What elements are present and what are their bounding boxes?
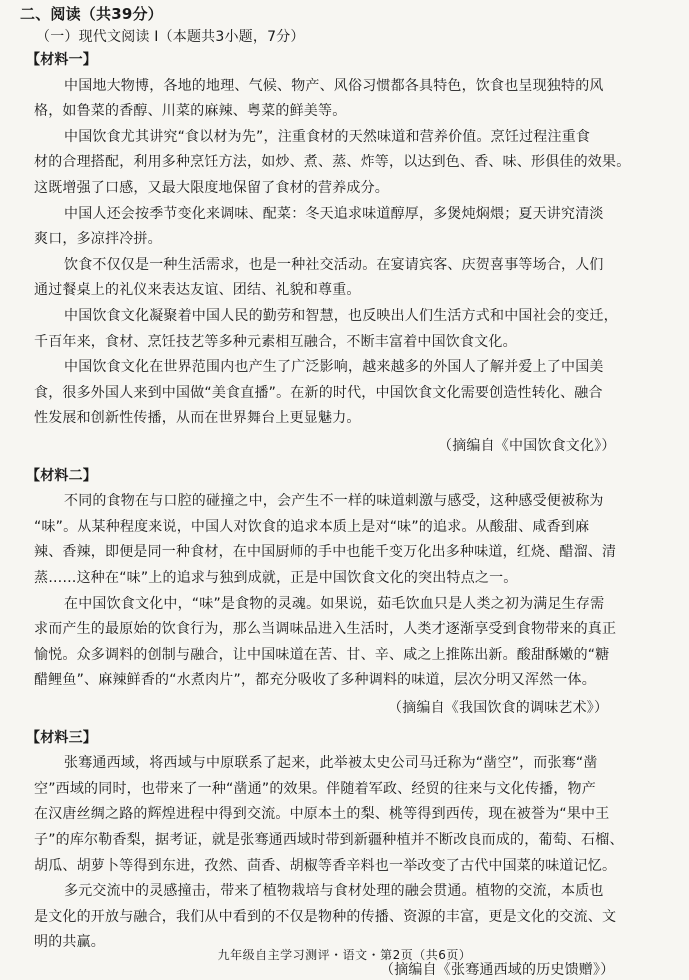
material-1-label: 【材料一】 bbox=[26, 52, 97, 68]
material-2-line: 愉悦。众多调料的创制与融合，让中国味道在苦、甘、辛、咸之上推陈出新。酸甜酥嫩的“糖 bbox=[34, 646, 610, 663]
material-3-line: 在汉唐丝绸之路的辉煌进程中得到交流。中原本土的梨、桃等得到西传，现在被誉为“果中王 bbox=[34, 806, 610, 823]
material-1-line: 饮食不仅仅是一种生活需求，也是一种社交活动。在宴请宾客、庆贺喜事等场合，人们 bbox=[64, 256, 604, 273]
material-3-line: 多元交流中的灵感撞击，带来了植物栽培与食材处理的融会贯通。植物的交流，本质也 bbox=[64, 883, 604, 900]
material-1-line: 千百年来，食材、烹饪技艺等多种元素相互融合，不断丰富着中国饮食文化。 bbox=[34, 333, 517, 350]
material-2-label: 【材料二】 bbox=[26, 467, 97, 484]
material-3-line: 子”的库尔勒香梨，据考证，就是张骞通西域时带到新疆种植并不断改良而成的，葡萄、石榴、 bbox=[34, 832, 624, 848]
subsection-heading: （一）现代文阅读 I（本题共3小题，7分） bbox=[36, 29, 305, 45]
page-footer: 九年级自主学习测评・语文・第2页（共6页） bbox=[217, 948, 472, 962]
material-3-line: 是文化的开放与融合，我们从中看到的不仅是物种的传播、资源的丰富，更是文化的交流、文 bbox=[34, 908, 617, 925]
material-1-line: 通过餐桌上的礼仪来表达友谊、团结、礼貌和尊重。 bbox=[34, 282, 361, 299]
material-2-line: 辣、香辣，即便是同一种食材，在中国厨师的手中也能千变万化出多种味道，红烧、醋溜、清 bbox=[34, 544, 617, 561]
material-3-line: 张骞通西域，将西域与中原联系了起来，此举被太史公司马迁称为“凿空”，而张骞“凿 bbox=[64, 755, 598, 772]
material-1-line: 中国地大物博，各地的地理、气候、物产、风俗习惯都各具特色，饮食也呈现独特的风 bbox=[64, 77, 604, 94]
material-2-line: 求而产生的最原始的饮食行为，那么当调味品进入生活时，人类才逐渐享受到食物带来的真正 bbox=[34, 621, 617, 638]
section-heading: 二、阅读（共39分） bbox=[20, 5, 163, 23]
material-2-line: 不同的食物在与口腔的碰撞之中，会产生不一样的味道刺激与感受，这种感受便被称为 bbox=[64, 493, 604, 510]
material-3-source: （摘编自《张骞通西域的历史馈赠》） bbox=[380, 962, 615, 978]
material-2-line: 在中国饮食文化中，“味”是食物的灵魂。如果说，茹毛饮血只是人类之初为满足生存需 bbox=[64, 595, 605, 612]
material-1-line: 格，如鲁菜的香醇、川菜的麻辣、粤菜的鲜美等。 bbox=[34, 103, 347, 120]
material-1-line: 中国饮食文化在世界范围内也产生了广泛影响，越来越多的外国人了解并爱上了中国美 bbox=[64, 359, 604, 376]
material-1-line: 食，很多外国人来到中国做“美食直播”。在新的时代，中国饮食文化需要创造性转化、融合 bbox=[34, 384, 603, 401]
material-2-line: 蒸……这种在“味”上的追求与独到成就，正是中国饮食文化的突出特点之一。 bbox=[34, 570, 518, 586]
material-1-line: 材的合理搭配，利用多种烹饪方法，如炒、煮、蒸、炸等，以达到色、香、味、形俱佳的效果。 bbox=[34, 154, 631, 171]
material-1-line: 中国饮食文化凝聚着中国人民的勤劳和智慧，也反映出人们生活方式和中国社会的变迁， bbox=[64, 308, 618, 324]
material-2-line: “味”。从某种程度来说，中国人对饮食的追求本质上是对“味”的追求。从酸甜、咸香到麻 bbox=[34, 518, 590, 535]
material-3-line: 胡瓜、胡萝卜等得到东进，孜然、茴香、胡椒等香辛料也一举改变了古代中国菜的味道记忆。 bbox=[34, 857, 617, 874]
material-1-source: （摘编自《中国饮食文化》） bbox=[438, 438, 616, 454]
material-3-line: 明的共赢。 bbox=[34, 934, 105, 951]
material-1-line: 这既增强了口感，又最大限度地保留了食材的营养成分。 bbox=[34, 180, 389, 196]
material-1-line: 中国人还会按季节变化来调味、配菜：冬天追求味道醇厚，多煲炖焖煨；夏天讲究清淡 bbox=[64, 205, 604, 222]
material-2-source: （摘编自《我国饮食的调味艺术》） bbox=[388, 700, 609, 716]
material-2-line: 醋鲤鱼”、麻辣鲜香的“水煮肉片”，都充分吸收了多种调料的味道，层次分明又浑然一体。 bbox=[34, 672, 596, 689]
material-3-label: 【材料三】 bbox=[26, 729, 97, 746]
material-3-line: 空”西域的同时，也带来了一种“凿通”的效果。伴随着军政、经贸的往来与文化传播，物产 bbox=[34, 780, 596, 797]
material-1-line: 性发展和创新性传播，从而在世界舞台上更显魅力。 bbox=[34, 410, 361, 427]
material-1-line: 中国饮食尤其讲究“食以材为先”，注重食材的天然味道和营养价值。烹饪过程注重食 bbox=[64, 128, 591, 145]
material-1-line: 爽口，多凉拌冷拼。 bbox=[34, 231, 162, 248]
